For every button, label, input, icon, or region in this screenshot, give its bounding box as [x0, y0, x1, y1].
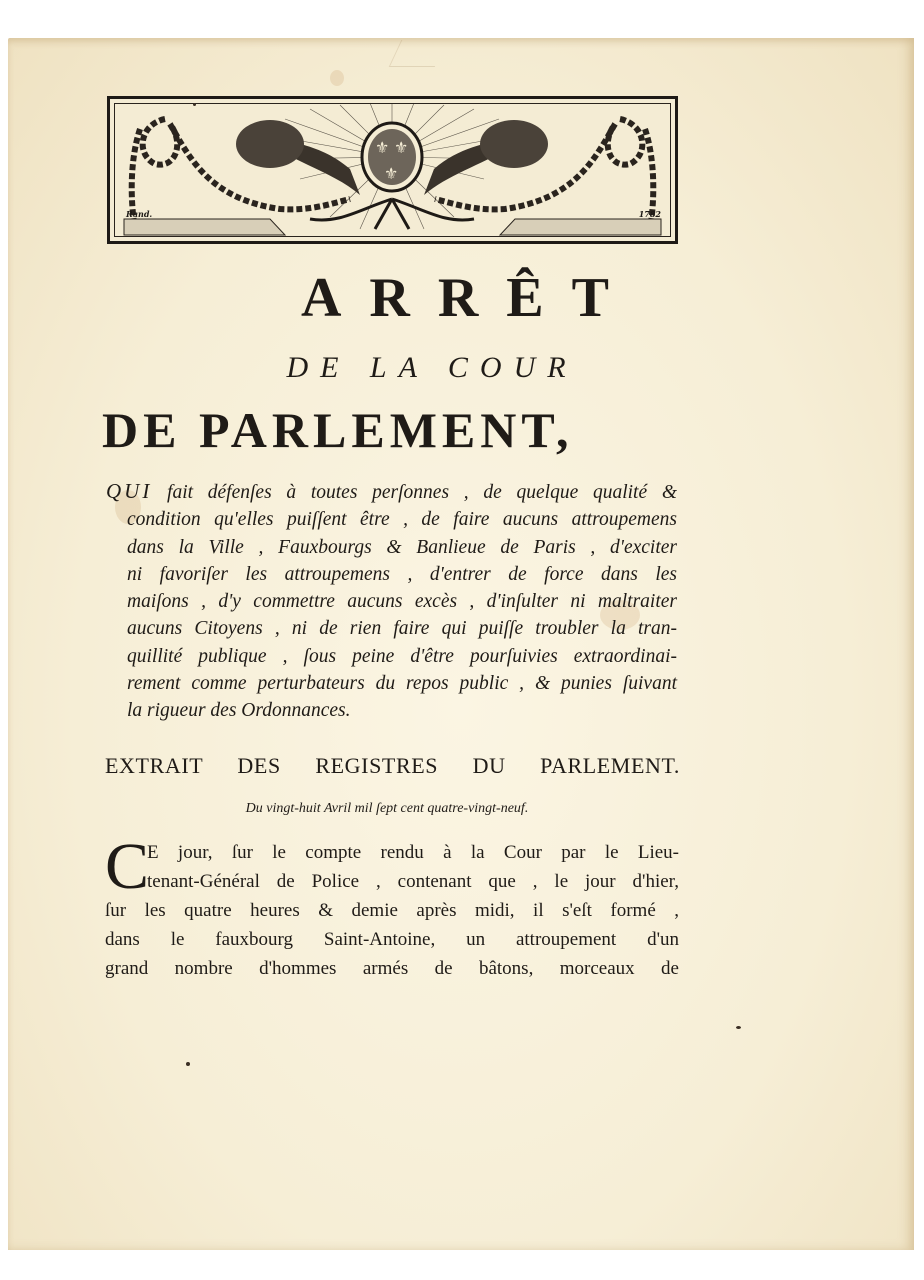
title-arret: ARRÊT	[300, 267, 638, 329]
body-line: dans le fauxbourg Saint-Antoine, un attroupement d'un	[105, 929, 679, 950]
body-line: E jour, ſur le compte rendu à la Cour par le Lieu-	[147, 842, 679, 863]
summary-line: la rigueur des Ordonnances.	[127, 700, 351, 722]
header-ornament	[107, 96, 678, 244]
summary-line: ni favoriſer les attroupemens , d'entrer de force dans les	[127, 563, 677, 585]
date-line: Du vingt-huit Avril mil ſept cent quatre-vingt-neuf.	[245, 801, 529, 816]
ink-speck	[186, 1062, 190, 1066]
extrait-heading: EXTRAIT DES REGISTRES DU PARLEMENT.	[105, 753, 680, 778]
title-de-parlement: DE PARLEMENT,	[102, 402, 574, 458]
ornament-engraving-icon	[110, 99, 675, 241]
summary-line: QUI fait défenſes à toutes perſonnes , de quelque qualité &	[106, 479, 677, 503]
body-line: ſur les quatre heures & demie après midi, il s'eſt formé ,	[105, 900, 679, 921]
engraving-year: 1782	[638, 209, 661, 219]
body-line: grand nombre d'hommes armés de bâtons, morceaux de	[105, 958, 679, 979]
title-de-la-cour: DE LA COUR	[286, 351, 578, 384]
summary-line: maiſons , d'y commettre aucuns excès , d'inſulter ni maltraiter	[127, 591, 677, 613]
summary-lead-word: QUI	[106, 479, 153, 503]
summary-line: aucuns Citoyens , ni de rien faire qui puiſſe troubler la tran-	[127, 618, 677, 640]
ink-speck	[193, 103, 196, 106]
ink-speck	[736, 1026, 741, 1029]
foxing-stain	[330, 70, 344, 86]
decree-summary	[106, 478, 677, 725]
drop-cap: C	[105, 830, 150, 903]
summary-line: dans la Ville , Fauxbourgs & Banlieue de Paris , d'exciter	[127, 536, 677, 558]
body-line: tenant-Général de Police , contenant que , le jour d'hier,	[147, 871, 679, 892]
svg-text:⚜: ⚜	[394, 138, 409, 157]
body-text	[105, 830, 679, 983]
summary-line: condition qu'elles puiſſent être , de faire aucuns attroupemens	[127, 509, 677, 531]
summary-line: quillité publique , ſous peine d'être pourſuivies extraordinai-	[127, 645, 677, 667]
summary-line: rement comme perturbateurs du repos public , & punies ſuivant	[127, 673, 677, 695]
svg-text:⚜: ⚜	[384, 164, 399, 183]
svg-text:⚜: ⚜	[375, 138, 390, 157]
engraver-signature: Rand.	[126, 209, 153, 219]
